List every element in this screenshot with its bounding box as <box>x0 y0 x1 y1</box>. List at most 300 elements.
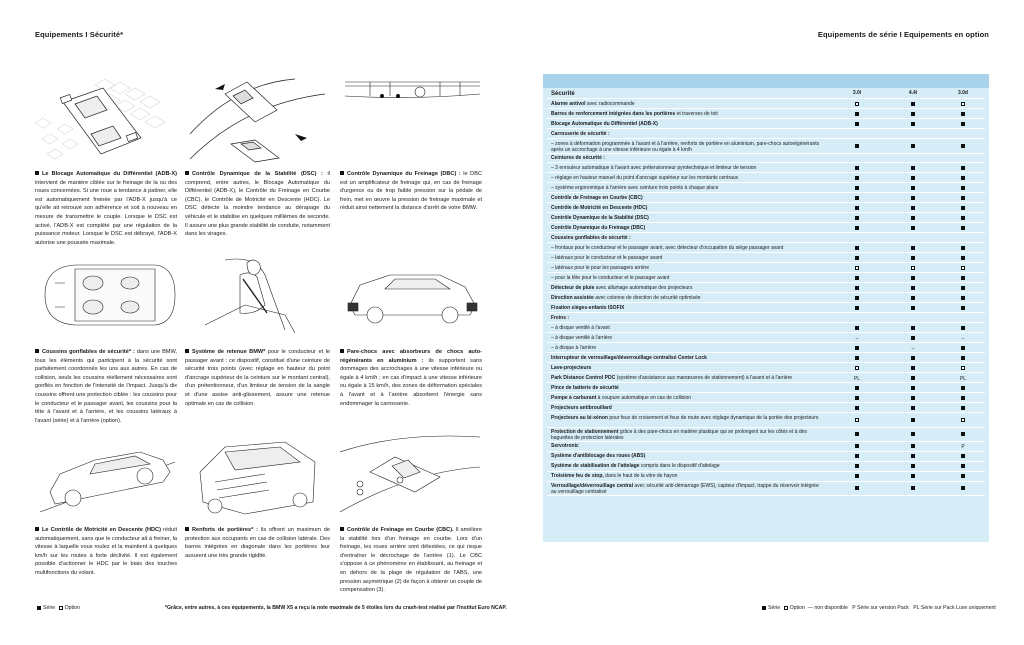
standard-mark <box>855 196 859 200</box>
table-row-label-bold: Lave-projecteurs <box>551 365 592 372</box>
standard-mark <box>911 432 915 436</box>
table-cell <box>903 418 923 424</box>
table-cell <box>847 266 867 272</box>
table-row-label <box>551 473 821 479</box>
standard-mark <box>961 122 965 126</box>
table-row-label-bold: Contrôle de Motricité en Descente (HDC) <box>551 205 648 212</box>
standard-mark <box>911 166 915 170</box>
standard-mark <box>961 216 965 220</box>
table-row-label <box>551 463 821 469</box>
table-cell <box>847 176 867 182</box>
table-row-label <box>551 483 821 495</box>
table-cell <box>847 276 867 282</box>
table-cell <box>953 226 973 232</box>
table-row <box>547 452 985 461</box>
table-cell <box>903 376 923 382</box>
table-cell <box>953 122 973 128</box>
table-row-label-bold: Détecteur de pluie <box>551 285 595 292</box>
standard-mark <box>961 176 965 180</box>
table-cell <box>847 418 867 424</box>
option-mark <box>961 418 965 422</box>
table-row <box>547 414 985 428</box>
table-row <box>547 364 985 373</box>
standard-mark <box>961 432 965 436</box>
table-cell <box>953 286 973 292</box>
standard-mark <box>911 296 915 300</box>
standard-mark <box>911 418 915 422</box>
table-row-label <box>551 165 821 171</box>
standard-mark <box>911 326 915 330</box>
table-row-label-bold: Carrosserie de sécurité : <box>551 131 610 137</box>
page-header-left: Equipements I Sécurité* <box>35 30 124 39</box>
table-cell <box>903 102 923 108</box>
table-row-label <box>551 141 821 153</box>
table-cell <box>847 396 867 402</box>
table-row-label-bold: Pince de batterie de sécurité <box>551 385 619 392</box>
table-cell <box>903 186 923 192</box>
table-cell <box>903 144 923 150</box>
table-row-label <box>551 185 821 191</box>
table-cell <box>847 286 867 292</box>
table-row-label <box>551 225 821 231</box>
table-cell <box>847 444 867 450</box>
option-mark <box>911 266 915 270</box>
standard-mark <box>961 296 965 300</box>
table-cell <box>953 464 973 470</box>
table-row-label-bold: Pompe à carburant <box>551 395 597 402</box>
standard-mark <box>855 112 859 116</box>
table-cell <box>903 486 923 492</box>
desc-dsc: Contrôle Dynamique de la Stabilité (DSC) : il comprend, entre autres, le Blocage Automatique du Différentiel (ADB-X), le Contrôle du Freinage en Courbe (CBC), le Contrôle de Motricité en Descente (HDC). Le DSC détecte la moindre tendance au dérapage du véhicule et le stabilise en quelques millièmes de seconde. Il assure une plus grande stabilité de conduite, notamment dans les virages. <box>185 171 330 238</box>
table-cell <box>903 216 923 222</box>
table-header-col: 3.0d <box>957 90 968 96</box>
table-row <box>547 472 985 481</box>
table-row-label-text: dans le haut de la vitre de hayon <box>603 473 678 480</box>
table-cell <box>903 196 923 202</box>
table-cell <box>903 474 923 480</box>
standard-mark <box>961 166 965 170</box>
standard-mark <box>961 356 965 360</box>
table-row-label-bold: Barres de renforcement intégrées dans les portières <box>551 111 676 117</box>
table-cell <box>953 256 973 262</box>
table-row-label <box>551 429 821 441</box>
table-row <box>547 394 985 403</box>
table-cell <box>953 418 973 424</box>
table-cell <box>953 266 973 272</box>
table-row <box>547 344 985 353</box>
table-row-label <box>551 405 821 411</box>
standard-mark <box>855 256 859 260</box>
table-cell <box>903 396 923 402</box>
table-row-label <box>551 335 821 341</box>
standard-mark <box>855 454 859 458</box>
option-mark <box>961 366 965 370</box>
illustration-dsc <box>185 74 330 166</box>
standard-mark <box>855 486 859 490</box>
equipment-table <box>543 74 989 542</box>
table-cell <box>903 386 923 392</box>
table-cell <box>953 112 973 118</box>
table-cell <box>903 306 923 312</box>
table-row <box>547 120 985 129</box>
standard-mark <box>961 256 965 260</box>
standard-mark <box>911 306 915 310</box>
table-row-label <box>551 111 821 117</box>
table-cell <box>953 246 973 252</box>
table-cell <box>903 226 923 232</box>
illustration-door-reinforcement <box>185 432 330 524</box>
table-row-label-text: avec sécurité anti-démarrage (EWS), capteur d'impact, trappe du réservoir intégrée au verrouillage centralisé <box>551 483 819 496</box>
table-cell <box>953 176 973 182</box>
table-row-label-bold: Verrouillage/déverrouillage central <box>551 483 633 490</box>
standard-mark <box>961 144 965 148</box>
table-cell <box>847 486 867 492</box>
table-cell <box>847 256 867 262</box>
table-row <box>547 254 985 263</box>
table-header-label: Sécurité <box>551 91 575 97</box>
standard-mark <box>911 216 915 220</box>
standard-mark <box>855 226 859 230</box>
table-cell: PL <box>853 375 861 382</box>
standard-mark <box>855 122 859 126</box>
table-cell <box>953 144 973 150</box>
table-cell <box>847 196 867 202</box>
standard-mark <box>855 296 859 300</box>
table-cell <box>847 366 867 372</box>
table-cell <box>953 196 973 202</box>
table-cell <box>953 454 973 460</box>
table-cell <box>847 356 867 362</box>
desc-doors: Renforts de portières* : ils offrent un maximum de protection aux occupants en cas de collision latérale. Des barres intégrées en diagonale dans les portières leur assurent une très grande rigidité. <box>185 527 330 559</box>
table-cell <box>953 216 973 222</box>
table-row-label-bold: Contrôle de Freinage en Courbe (CBC) <box>551 195 643 202</box>
table-row-label <box>551 453 821 459</box>
table-cell <box>847 112 867 118</box>
table-cell <box>903 464 923 470</box>
table-cell <box>903 356 923 362</box>
table-row <box>547 164 985 173</box>
illustration-cbc <box>340 432 485 524</box>
table-row-label-text: compris dans le dispositif d'attelage <box>639 463 720 470</box>
table-cell <box>847 474 867 480</box>
table-row-label-bold: Alarme antivol <box>551 101 586 107</box>
standard-mark <box>911 196 915 200</box>
table-row-label-text: – 3 enrouleur automatique à l'avant avec prétensionneur pyrotechnique et limiteur de tension <box>551 165 757 172</box>
table-row-label-text: – pour la tête pour le conducteur et le passager avant <box>551 275 670 282</box>
standard-mark <box>911 246 915 250</box>
table-row-label <box>551 305 821 311</box>
footer-legend-left: Série Option <box>35 605 80 611</box>
table-row <box>547 428 985 442</box>
standard-mark <box>961 464 965 468</box>
table-cell <box>847 306 867 312</box>
table-cell <box>903 336 923 342</box>
table-row-label-text: avec colonne de direction de sécurité optimisée <box>593 295 701 302</box>
table-row-label <box>551 325 821 331</box>
illustration-dbc <box>340 74 485 166</box>
table-row-label-bold: Système d'antiblocage des roues (ABS) <box>551 453 646 460</box>
standard-mark <box>911 464 915 468</box>
table-row-label-text: – à disque à l'arrière <box>551 345 597 352</box>
table-row-label-bold: Ceintures de sécurité : <box>551 155 605 162</box>
table-cell <box>903 206 923 212</box>
standard-mark <box>961 112 965 116</box>
table-row <box>547 110 985 119</box>
option-mark <box>961 102 965 106</box>
standard-mark <box>911 336 915 340</box>
table-row-label-text: (système d'assistance aux manœuvres de stationnement) à l'avant et à l'arrière <box>615 375 793 382</box>
standard-mark <box>911 486 915 490</box>
table-cell <box>847 206 867 212</box>
standard-mark <box>855 166 859 170</box>
table-row-label-text: – latéraux pour le pour les passagers arrière <box>551 265 650 272</box>
standard-mark <box>855 186 859 190</box>
table-cell <box>953 306 973 312</box>
table-row <box>547 374 985 383</box>
table-cell: – <box>855 335 859 342</box>
table-row-label <box>551 415 821 421</box>
table-cell <box>847 226 867 232</box>
illustration-seatbelt <box>185 255 330 337</box>
standard-mark <box>961 486 965 490</box>
table-cell <box>847 186 867 192</box>
table-row-label-text: avec radiocommande <box>585 101 635 107</box>
table-cell <box>953 486 973 492</box>
table-cell <box>903 246 923 252</box>
table-row-label-text: – à disque ventilé à l'avant <box>551 325 610 332</box>
table-cell <box>953 396 973 402</box>
table-row-label-bold: Fixation sièges-enfants ISOFIX <box>551 305 625 312</box>
desc-seatbelt: Système de retenue BMW* pour le conducteur et le passager avant : ce dispositif, constitué d'une ceinture de sécurité trois points (avec réglage en hauteur du point d'ancrage supérieur de la ceinture sur le montant central), d'un prétentionneur, d'un limiteur de tension de la sangle et d'une assise anti-glissement, assure une retenue optimale en cas de collision. <box>185 349 330 407</box>
standard-mark <box>911 286 915 290</box>
table-cell: – <box>961 335 965 342</box>
table-cell <box>953 474 973 480</box>
illustration-adbx <box>35 74 180 166</box>
table-cell <box>903 432 923 438</box>
table-row <box>547 154 985 163</box>
standard-mark <box>911 122 915 126</box>
table-row-label <box>551 375 821 381</box>
table-row-label <box>551 245 821 251</box>
table-cell <box>903 122 923 128</box>
table-row-label <box>551 355 821 361</box>
standard-mark <box>961 346 965 350</box>
table-header-col: 3.0i <box>852 90 862 96</box>
table-row-label <box>551 275 821 281</box>
table-row-label <box>551 121 821 127</box>
standard-mark <box>911 276 915 280</box>
table-row <box>547 194 985 203</box>
table-row-label <box>551 195 821 201</box>
table-cell <box>953 186 973 192</box>
table-cell <box>903 112 923 118</box>
standard-mark <box>961 396 965 400</box>
illustration-hdc <box>35 432 180 524</box>
standard-mark <box>911 386 915 390</box>
table-row-label <box>551 265 821 271</box>
table-row-label <box>551 175 821 181</box>
standard-mark <box>855 444 859 448</box>
table-row-label <box>551 155 821 161</box>
desc-adbx: Le Blocage Automatique du Différentiel (ADB-X) intervient de manière ciblée sur le freinage de la ou des roues concernées. Si une roue a tendance à patiner, elle est automatiquement freinée par l'ADB-X jusqu'à ce qu'elle ait retrouvé son adhérence et soit à nouveau en mesure de transmettre le couple. Lorsque le DSC est activé, l'ADB-X est complété par une régulation de la puissance moteur. Lorsque le DSC est débrayé, l'ADB-X autorise une poussée maximale. <box>35 171 177 246</box>
table-cell <box>953 346 973 352</box>
standard-mark <box>855 246 859 250</box>
table-cell <box>953 276 973 282</box>
desc-bumpers: Pare-chocs avec absorbeurs de chocs auto-régénérants en aluminium : ils supportent sans dommages des accrochages à une vitesse inférieure ou égale à 4 km/h ; en cas d'impact à une vitesse inférieure ou égale à 15 km/h, des zones de déformation spéciales à l'avant et à l'arrière absorbent l'énergie sans endommager la carrosserie. <box>340 349 482 407</box>
table-row-label-text: – zones à déformation programmée à l'avant et à l'arrière, renforts de portière en aluminium, pare-chocs autorégénérants après un accrochage à une vitesse inférieure ou égale à 4 km/h <box>551 141 820 153</box>
table-cell <box>903 286 923 292</box>
table-row-label <box>551 285 821 291</box>
standard-mark <box>961 326 965 330</box>
table-row-label-bold: Système de stabilisation de l'attelage <box>551 463 640 470</box>
standard-mark <box>855 406 859 410</box>
table-cell <box>847 346 867 352</box>
table-cell <box>847 246 867 252</box>
illustration-bumpers <box>340 255 485 337</box>
table-cell <box>953 296 973 302</box>
option-mark <box>855 418 859 422</box>
standard-mark <box>855 346 859 350</box>
table-row-label-bold: Contrôle Dynamique du Freinage (DBC) <box>551 225 646 232</box>
table-row <box>547 284 985 293</box>
option-mark <box>855 102 859 106</box>
table-cell <box>953 166 973 172</box>
option-mark <box>855 266 859 270</box>
table-row-label <box>551 443 821 449</box>
standard-mark <box>855 326 859 330</box>
table-cell <box>903 276 923 282</box>
table-row-label-text: et traverses de toit <box>675 111 718 117</box>
table-header-row <box>547 90 985 99</box>
table-row-label <box>551 385 821 391</box>
standard-mark <box>961 406 965 410</box>
standard-mark <box>961 286 965 290</box>
standard-mark <box>961 186 965 190</box>
standard-mark <box>961 226 965 230</box>
table-cell <box>847 454 867 460</box>
table-cell <box>847 122 867 128</box>
table-row-label <box>551 365 821 371</box>
table-row-label-bold: Troisième feu de stop, <box>551 473 604 480</box>
table-cell <box>953 406 973 412</box>
table-cell <box>953 386 973 392</box>
standard-mark <box>911 406 915 410</box>
standard-mark <box>911 226 915 230</box>
table-row-label <box>551 295 821 301</box>
illustration-airbags <box>35 255 180 337</box>
table-cell <box>903 366 923 372</box>
standard-mark <box>961 206 965 210</box>
standard-mark <box>911 112 915 116</box>
standard-mark <box>855 356 859 360</box>
standard-mark <box>911 144 915 148</box>
standard-mark <box>911 206 915 210</box>
table-row <box>547 404 985 413</box>
table-row-label-bold: Interrupteur de verrouillage/déverrouillage centralisé Center Lock <box>551 355 707 362</box>
standard-mark <box>911 356 915 360</box>
table-row-label-bold: Projecteurs au bi-xénon <box>551 415 608 422</box>
table-cell <box>903 256 923 262</box>
table-cell <box>953 366 973 372</box>
table-cell <box>953 326 973 332</box>
table-cell <box>903 176 923 182</box>
table-row <box>547 244 985 253</box>
option-mark <box>855 366 859 370</box>
table-row-label-bold: Direction assistée <box>551 295 594 302</box>
table-row <box>547 294 985 303</box>
standard-mark <box>961 386 965 390</box>
table-row-label-text: à coupure automatique en cas de collision <box>596 395 692 402</box>
table-cell <box>903 266 923 272</box>
table-row <box>547 234 985 243</box>
table-cell <box>847 102 867 108</box>
desc-airbags: Coussins gonflables de sécurité* : dans une BMW, tous les éléments qui participent à la sécurité sont parfaitement coordonnés les uns aux autres. En cas de collision, seuls les coussins réellement nécessaires sont gonflés en fonction de l'intensité de l'impact. Jusqu'à dix coussins offrent une protection ciblée : les coussins pour le conducteur et le passager avant, les coussins pour la tête à l'avant et à l'arrière, et les coussins latéraux à l'avant (série) et à l'arrière (option). <box>35 349 177 424</box>
table-cell <box>903 454 923 460</box>
table-row <box>547 140 985 154</box>
standard-mark <box>855 144 859 148</box>
table-row <box>547 354 985 363</box>
standard-mark <box>961 454 965 458</box>
table-cell <box>903 296 923 302</box>
table-row <box>547 384 985 393</box>
table-cell <box>953 102 973 108</box>
table-row-label-text: grâce à des pare-chocs en matière plastique qui se prolongent sur les côtés et à des baguettes de protection latérales <box>551 429 807 442</box>
table-row-label-bold: Blocage Automatique du Différentiel (ADB-X) <box>551 121 658 127</box>
desc-hdc: Le Contrôle de Motricité en Descente (HDC) réduit automatiquement, sans que le conducteur ait à freiner, la vitesse à laquelle vous roulez et la maintient à quelques km/h sur les routes à forte déclivité. Il est également possible d'actionner le HDC par le biais des touches multifonctions du volant. <box>35 527 177 576</box>
table-row <box>547 204 985 213</box>
table-row <box>547 174 985 183</box>
table-row <box>547 130 985 139</box>
table-cell <box>953 356 973 362</box>
table-cell <box>847 432 867 438</box>
table-row <box>547 224 985 233</box>
standard-mark <box>961 474 965 478</box>
table-row-label-bold: Protection de stationnement <box>551 429 619 436</box>
table-row-label-text: avec allumage automatique des projecteurs <box>594 285 693 292</box>
table-cell <box>847 144 867 150</box>
table-row <box>547 462 985 471</box>
table-cell <box>847 406 867 412</box>
table-row-label-bold: Freins : <box>551 315 570 322</box>
table-row-label <box>551 235 821 241</box>
standard-mark <box>911 186 915 190</box>
standard-mark <box>855 386 859 390</box>
table-cell <box>847 166 867 172</box>
standard-mark <box>961 196 965 200</box>
footer-legend-right: Série Option — non disponible P Série sur version Pack PL Série sur Pack Luxe uniquement <box>760 605 996 611</box>
standard-mark <box>911 256 915 260</box>
standard-mark <box>911 474 915 478</box>
standard-mark <box>911 396 915 400</box>
standard-mark <box>911 454 915 458</box>
table-cell <box>953 432 973 438</box>
table-cell <box>847 216 867 222</box>
table-cell <box>847 296 867 302</box>
standard-mark <box>961 276 965 280</box>
desc-cbc: Contrôle de Freinage en Courbe (CBC). Il améliore la stabilité lors d'un freinage en courbe. Lors d'un freinage, les roues arrière sont délestées, ce qui risque d'entraîner le décrochage de l'arrière (1). Le CBC s'oppose à ce phénomène en établissant, au freinage et en dehors de la plage de régulation de l'ABS, une pression asymétrique (2) de façon à obtenir un couple de compensation (3). <box>340 527 482 594</box>
table-row-label <box>551 215 821 221</box>
table-row-label <box>551 131 821 137</box>
standard-mark <box>911 176 915 180</box>
table-row-label-text: – à disque ventilé à l'arrière <box>551 335 612 342</box>
table-top-band <box>543 74 989 88</box>
standard-mark <box>855 432 859 436</box>
standard-mark <box>855 306 859 310</box>
standard-mark <box>855 286 859 290</box>
standard-mark <box>961 306 965 310</box>
table-row-label-bold: Coussins gonflables de sécurité : <box>551 235 631 242</box>
standard-mark <box>855 474 859 478</box>
